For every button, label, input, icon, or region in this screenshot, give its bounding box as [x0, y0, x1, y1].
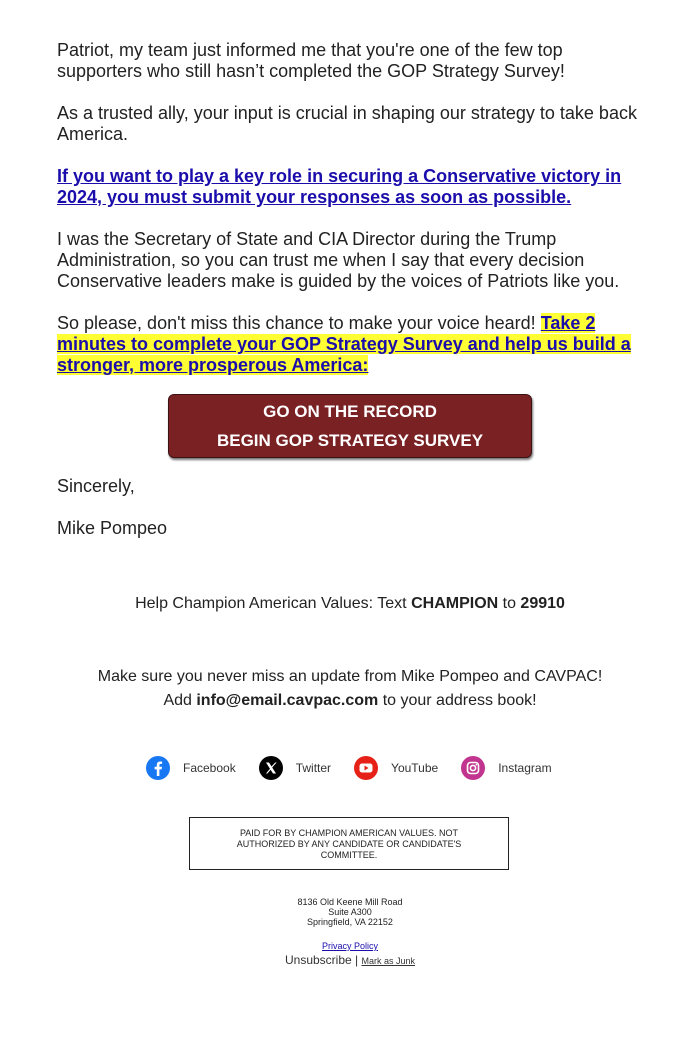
- privacy-row: [0, 941, 700, 951]
- youtube-icon: [353, 755, 379, 781]
- text-champion-line: [0, 595, 700, 613]
- cta-line-1: GO ON THE RECORD: [263, 402, 437, 421]
- address-book-prefix: Add: [163, 692, 197, 709]
- address-book-line: [0, 692, 700, 710]
- intro-paragraph: Patriot, my team just informed me that you're one of the few top supporters who still hasn’t completed the GOP Strategy Survey!: [57, 40, 565, 81]
- champion-prefix: Help Champion American Values: Text: [135, 595, 412, 612]
- address-line-1: 8136 Old Keene Mill Road: [297, 897, 403, 907]
- address-line-2: Suite A300: [328, 907, 372, 917]
- x-twitter-icon: [258, 755, 284, 781]
- address-book-suffix: to your address book!: [378, 692, 537, 709]
- paid-for-disclaimer: PAID FOR BY CHAMPION AMERICAN VALUES. NOT AUTHORIZED BY ANY CANDIDATE OR CANDIDATE'S COMMITTEE.: [189, 817, 509, 870]
- signature: Mike Pompeo: [57, 518, 168, 538]
- cta-line-2: BEGIN GOP STRATEGY SURVEY: [216, 431, 484, 450]
- social-label-facebook: Facebook: [183, 761, 236, 775]
- sign-off: Sincerely,: [57, 476, 135, 496]
- ally-paragraph: As a trusted ally, your input is crucial in shaping our strategy to take back America.: [57, 103, 637, 144]
- sender-email: info@email.cavpac.com: [196, 692, 379, 709]
- champion-keyword: CHAMPION: [411, 595, 499, 612]
- footer-separator: |: [351, 953, 362, 967]
- champion-number: 29910: [520, 595, 565, 612]
- call-to-action-paragraph: [57, 313, 647, 376]
- social-label-instagram: Instagram: [498, 761, 552, 775]
- social-instagram-link[interactable]: [460, 755, 551, 781]
- social-label-youtube: YouTube: [391, 761, 439, 775]
- social-facebook-link[interactable]: [145, 755, 236, 781]
- social-label-twitter: Twitter: [295, 761, 332, 775]
- unsubscribe-row: [0, 953, 700, 967]
- facebook-icon: [145, 755, 171, 781]
- unsubscribe-link[interactable]: Unsubscribe: [284, 953, 352, 967]
- mark-as-junk-link[interactable]: Mark as Junk: [361, 956, 416, 966]
- social-youtube-link[interactable]: [353, 755, 438, 781]
- social-links: [145, 755, 574, 781]
- mailing-address: [0, 897, 700, 927]
- address-line-3: Springfield, VA 22152: [307, 917, 393, 927]
- credentials-paragraph: I was the Secretary of State and CIA Director during the Trump Administration, so you can trust me when I say that every decision Conservative leaders make is guided by the voices of Patriots like you.: [57, 229, 620, 291]
- instagram-icon: [460, 755, 486, 781]
- key-role-paragraph: [57, 166, 647, 208]
- begin-survey-button[interactable]: [168, 394, 532, 458]
- survey-link-key-role[interactable]: If you want to play a key role in securing a Conservative victory in 2024, you must submit your responses as soon as possible.: [57, 166, 622, 207]
- survey-link-highlighted[interactable]: Take 2 minutes to complete your GOP Strategy Survey and help us build a stronger, more prosperous America:: [57, 313, 631, 375]
- update-line: Make sure you never miss an update from Mike Pompeo and CAVPAC!: [97, 668, 603, 685]
- champion-middle: to: [498, 595, 521, 612]
- social-twitter-link[interactable]: [258, 755, 331, 781]
- call-to-action-text: So please, don't miss this chance to make your voice heard!: [57, 313, 541, 333]
- privacy-policy-link[interactable]: Privacy Policy: [321, 941, 378, 951]
